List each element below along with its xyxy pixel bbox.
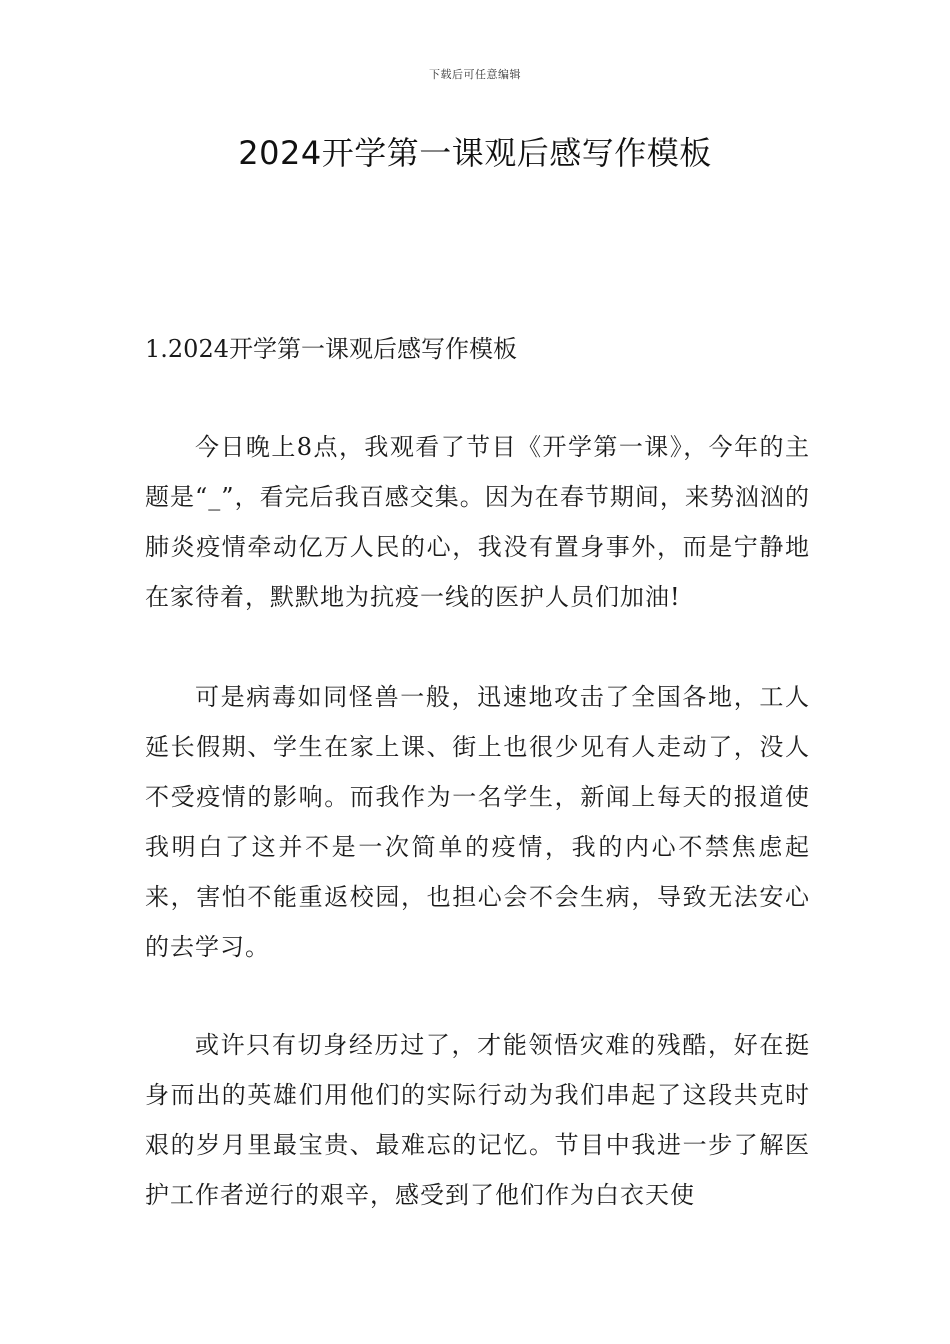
paragraph-2: 可是病毒如同怪兽一般，迅速地攻击了全国各地，工人延长假期、学生在家上课、街上也很少见有人走动了，没人不受疫情的影响。而我作为一名学生，新闻上每天的报道使我明白了这并不是一次简单的疫情，我的内心不禁焦虑起来，害怕不能重返校园，也担心会不会生病，导致无法安心的去学习。 xyxy=(145,683,810,961)
page-title: 2024开学第一课观后感写作模板 xyxy=(238,134,712,172)
paragraph-1: 今日晚上8点，我观看了节目《开学第一课》，今年的主题是“_”，看完后我百感交集。因为在春节期间，来势汹汹的肺炎疫情牵动亿万人民的心，我没有置身事外，而是宁静地在家待着，默默地为抗疫一线的医护人员们加油! xyxy=(145,433,810,611)
paragraph-3: 或许只有切身经历过了，才能领悟灾难的残酷，好在挺身而出的英雄们用他们的实际行动为我们串起了这段共克时艰的岁月里最宝贵、最难忘的记忆。节目中我进一步了解医护工作者逆行的艰辛，感受到了他们作为白衣天使 xyxy=(145,1031,810,1209)
section-heading: 1.2024开学第一课观后感写作模板 xyxy=(145,335,517,363)
header-note: 下载后可任意编辑 xyxy=(429,68,521,81)
